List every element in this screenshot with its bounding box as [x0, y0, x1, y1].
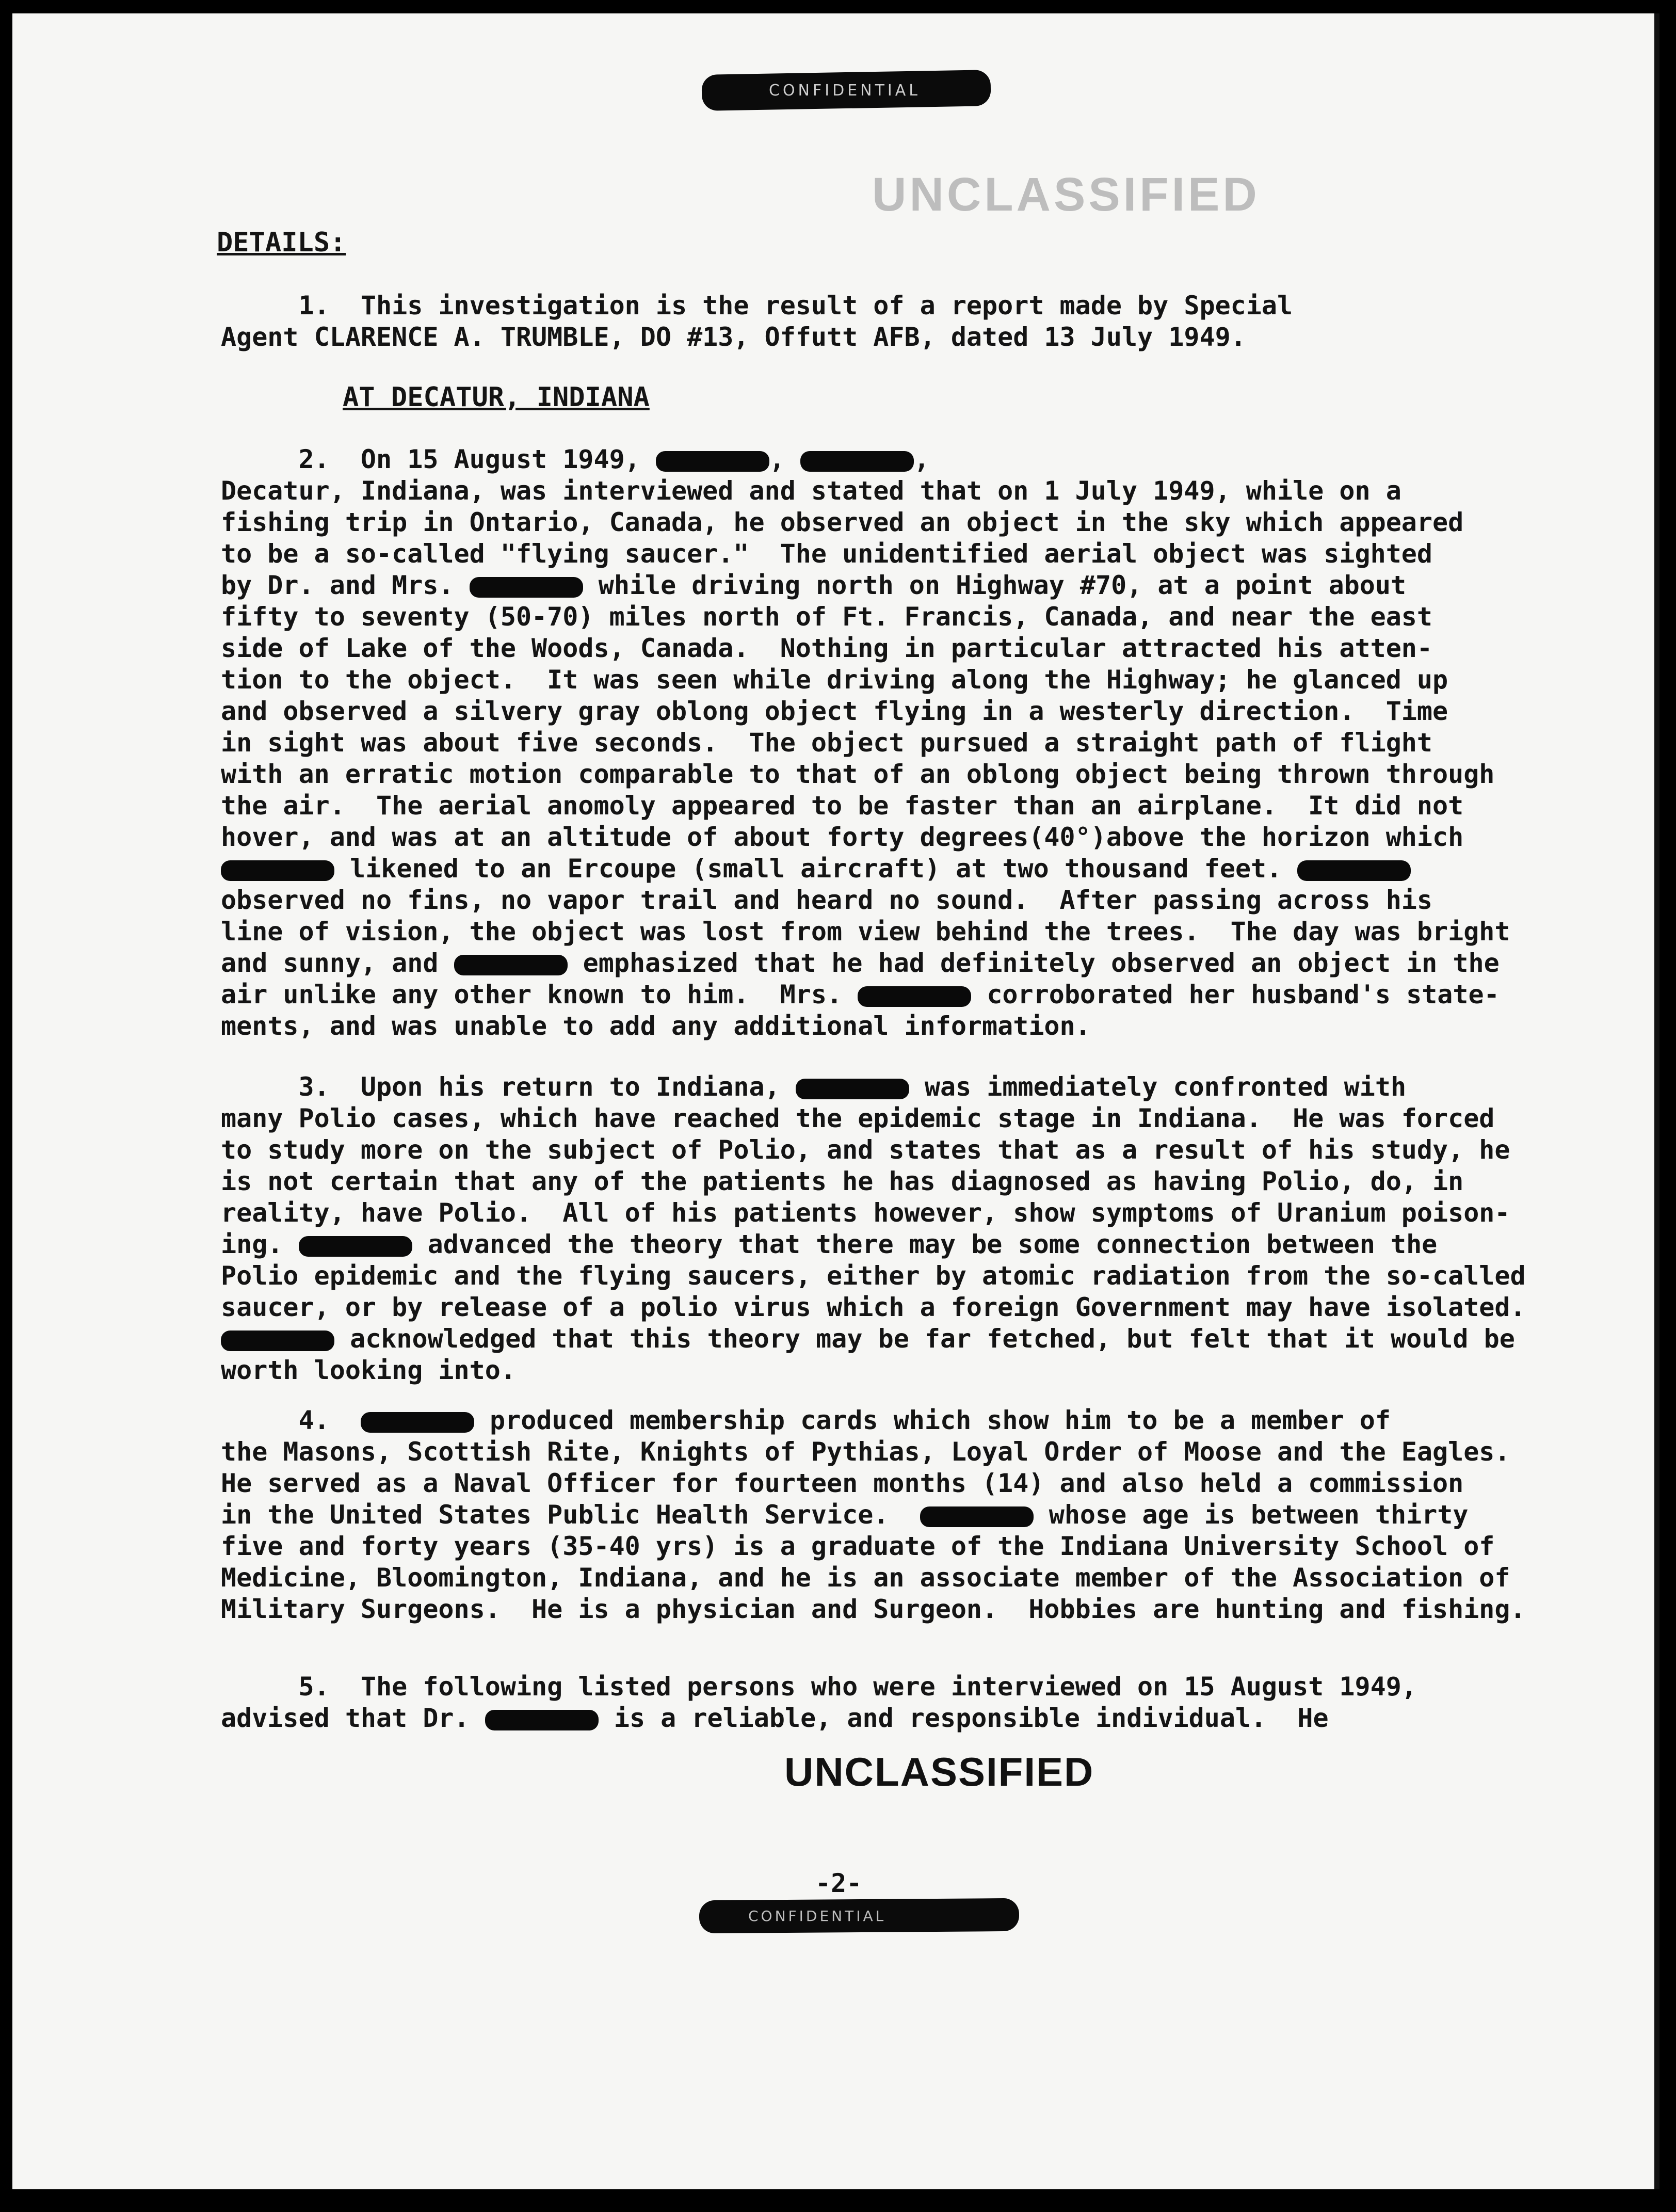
- paragraph-5: 5. The following listed persons who were interviewed on 15 August 1949, advised that Dr. is a reliable, and responsible individual. He: [221, 1672, 1417, 1733]
- redaction-bar: [221, 860, 334, 881]
- unclassified-stamp-top: UNCLASSIFIED: [872, 168, 1260, 221]
- redaction-bar: [858, 986, 971, 1007]
- redaction-bar: [656, 451, 769, 472]
- redaction-bar: [485, 1710, 599, 1730]
- paragraph-3: 3. Upon his return to Indiana, was immediately confronted with many Polio cases, which have reached the epidemic stage in Indiana. He was forced to study more on the subject of Polio, and states that as a result of his study, he is not certain that any of the patients he has diagnosed as having Polio, do, in reality, have Polio. All of his patients however, show symptoms of Uranium poison- ing. advanced the theory that there may be some connection between the Polio epidemic and the flying saucers, either by atomic radiation from the so-called saucer, or by release of a polio virus which a foreign Government may have isolated. acknowledged that this theory may be far fetched, but felt that it would be worth looking into.: [221, 1072, 1526, 1385]
- paragraph-1: 1. This investigation is the result of a report made by Special Agent CLARENCE A. TRUMBLE, DO #13, Offutt AFB, dated 13 July 1949.: [221, 291, 1293, 352]
- redaction-bar: [221, 1331, 334, 1351]
- redaction-bar: [800, 451, 914, 472]
- scan-edge: [1654, 13, 1659, 2189]
- location-heading: AT DECATUR, INDIANA: [343, 382, 650, 413]
- redaction-bar: [470, 577, 583, 598]
- redaction-bar: [299, 1236, 412, 1257]
- page-number: -2-: [815, 1868, 862, 1898]
- redaction-bar: [796, 1079, 909, 1099]
- redaction-bar: [1297, 860, 1411, 881]
- classification-stamp-top-text: CONFIDENTIAL: [769, 82, 921, 100]
- paragraph-2: 2. On 15 August 1949, , , Decatur, Indiana, was interviewed and stated that on 1 July 1949, while on a fishing trip in Ontario, Canada, he observed an object in the sky which appeared to be a so-called "flying saucer." The unidentified aerial object was sighted by Dr. and Mrs. while driving north on Highway #70, at a point about fifty to seventy (50-70) miles north of Ft. Francis, Canada, and near the east side of Lake of the Woods, Canada. Nothing in particular attracted his atten- tion to the object. It was seen while driving along the Highway; he glanced up and observed a silvery gray oblong object flying in a westerly direction. Time in sight was about five seconds. The object pursued a straight path of flight with an erratic motion comparable to that of an oblong object being thrown through the air. The aerial anomoly appeared to be faster than an airplane. It did not hover, and was at an altitude of about forty degrees(40°)above the horizon which likened to an Ercoupe (small aircraft) at two thousand feet. observed no fins, no vapor trail and heard no sound. After passing across his line of vision, the object was lost from view behind the trees. The day was bright and sunny, and emphasized that he had definitely observed an object in the air unlike any other known to him. Mrs. corroborated her husband's state- ments, and was unable to add any additional information.: [221, 444, 1510, 1041]
- redaction-bar: [454, 955, 568, 975]
- paragraph-4: 4. produced membership cards which show him to be a member of the Masons, Scottish Rite, Knights of Pythias, Loyal Order of Moose and the Eagles. He served as a Naval Officer for fourteen months (14) and also held a commission in the United States Public Health Service. whose age is between thirty five and forty years (35-40 yrs) is a graduate of the Indiana University School of Medicine, Bloomington, Indiana, and he is an associate member of the Association of Military Surgeons. He is a physician and Surgeon. Hobbies are hunting and fishing.: [221, 1405, 1526, 1624]
- redaction-bar: [361, 1412, 474, 1433]
- classification-stamp-bottom-text: CONFIDENTIAL: [748, 1908, 887, 1925]
- redaction-bar: [920, 1506, 1034, 1527]
- section-heading: DETAILS:: [217, 227, 346, 258]
- unclassified-stamp-bottom: UNCLASSIFIED: [784, 1749, 1094, 1794]
